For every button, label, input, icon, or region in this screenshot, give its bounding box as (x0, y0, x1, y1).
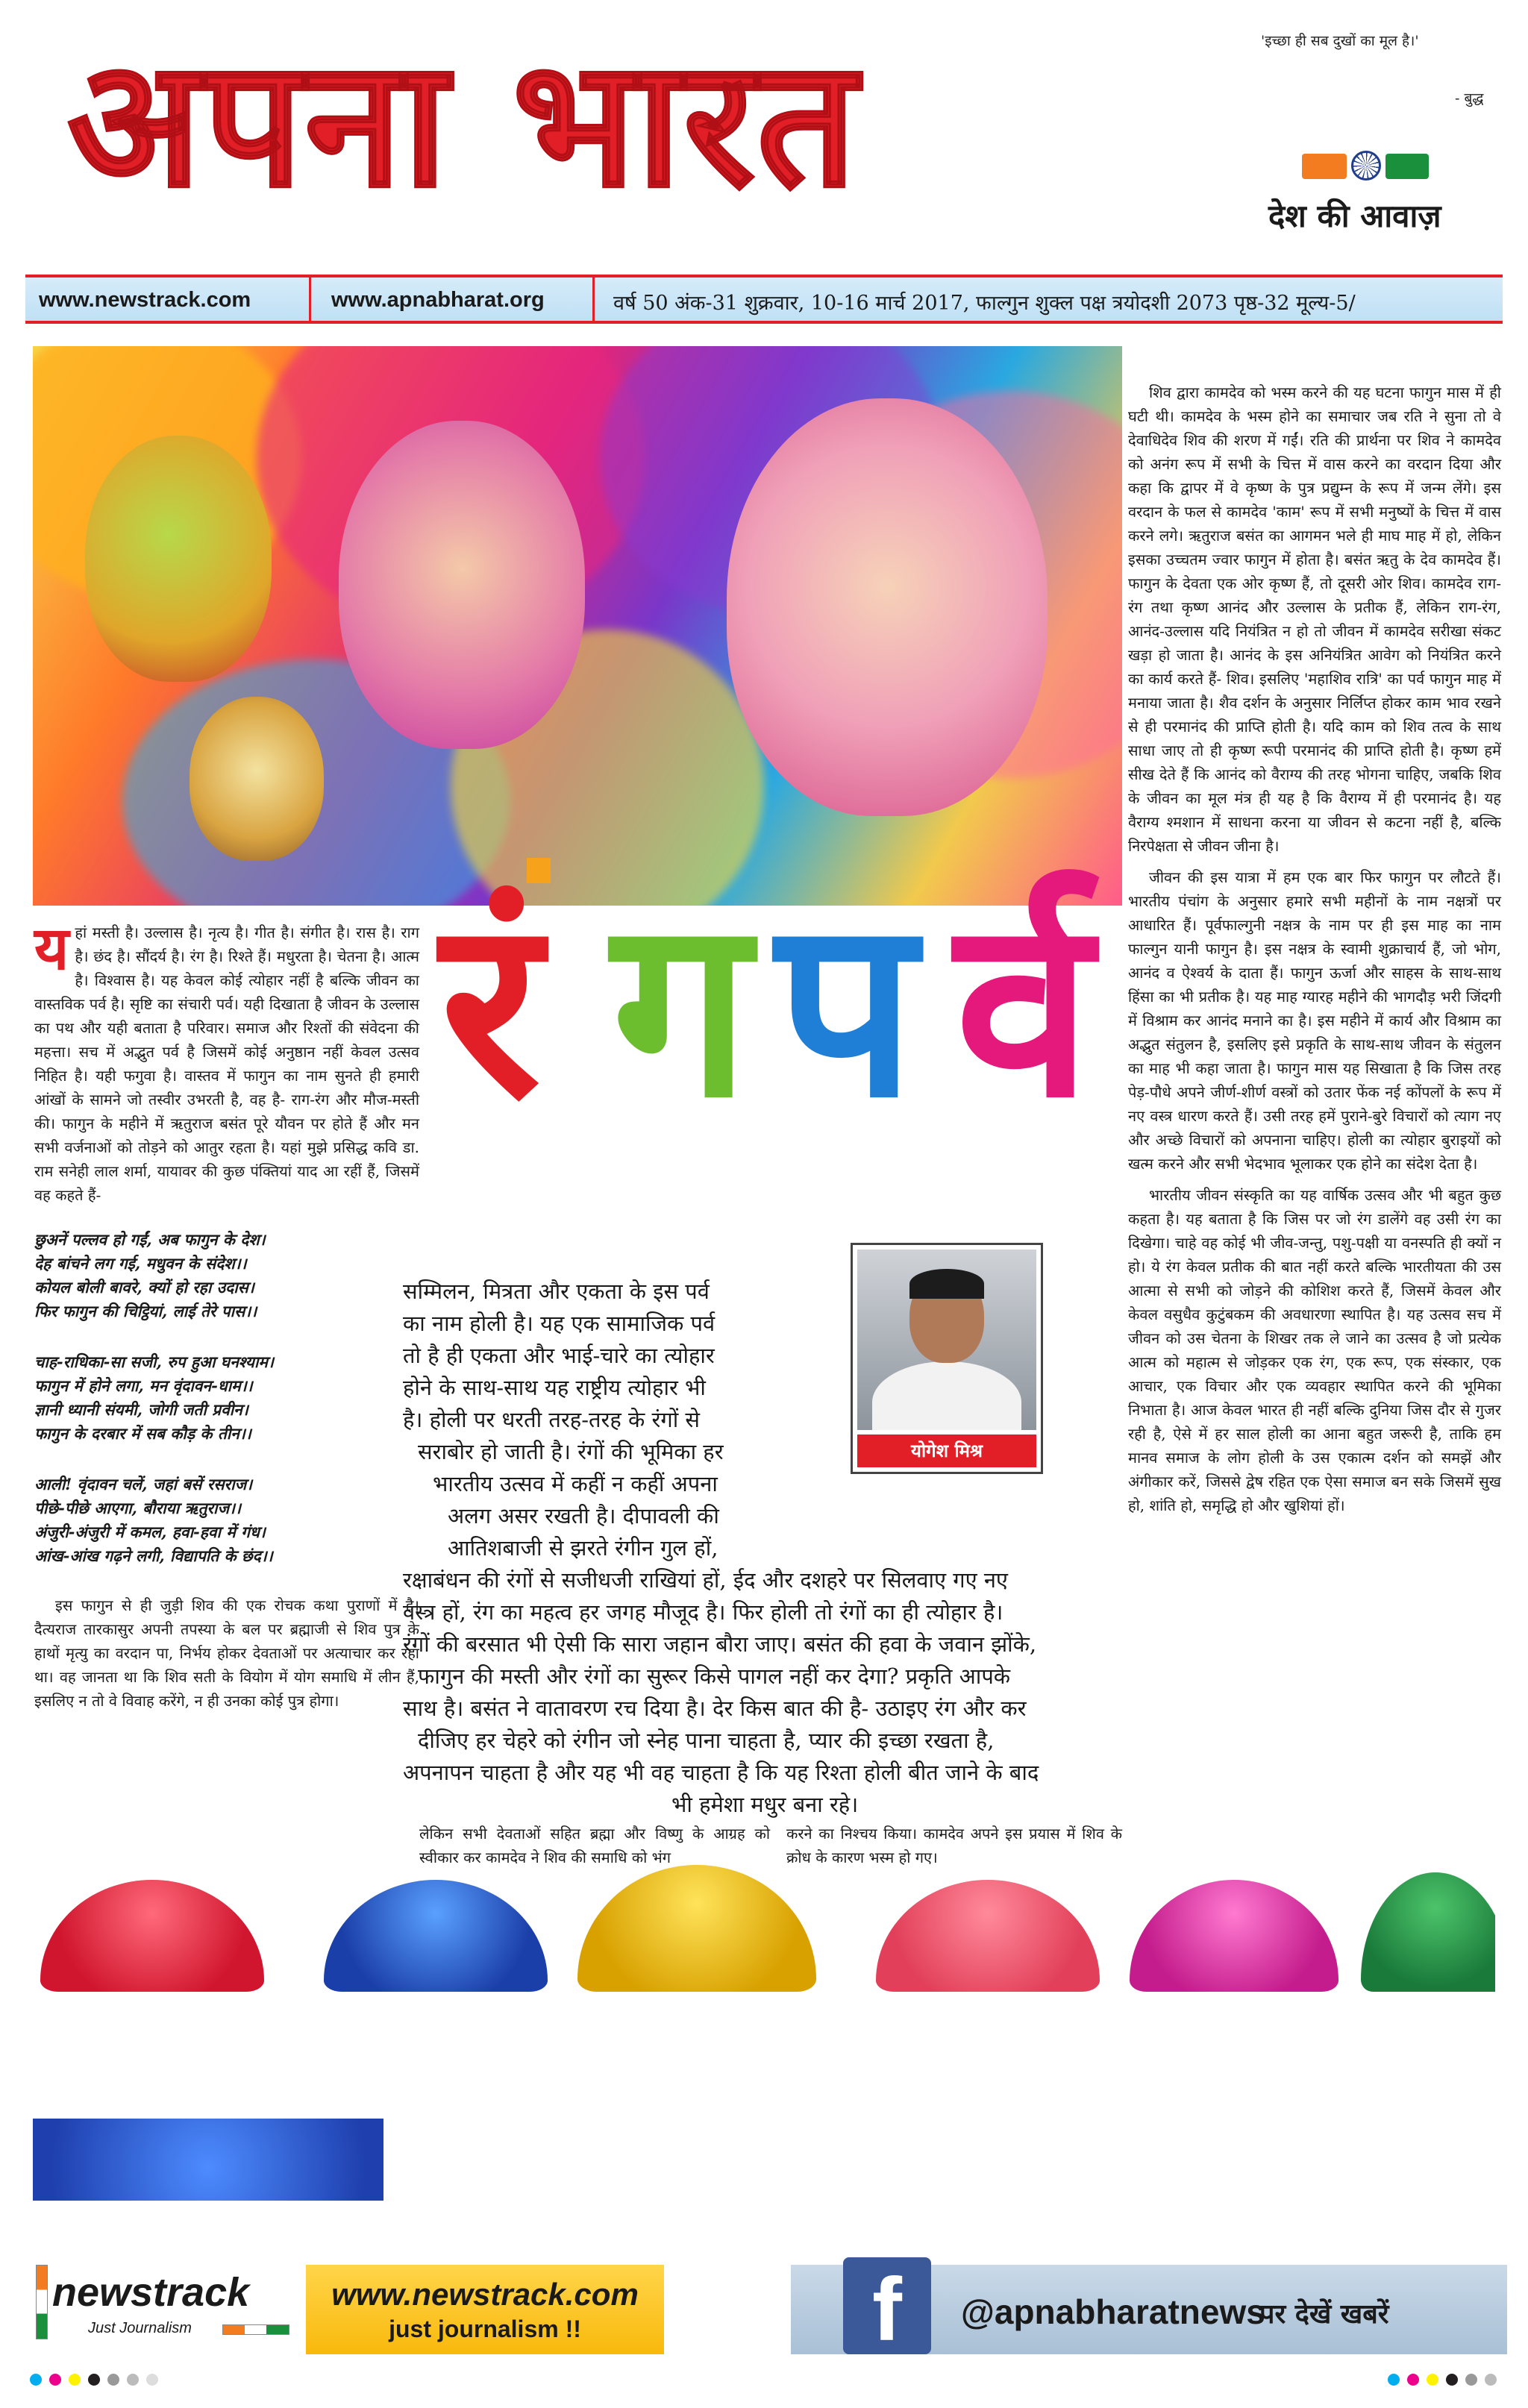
headline-letter: ग (612, 862, 751, 1152)
headline-letter: प (776, 862, 916, 1152)
registration-dots-icon (30, 2374, 166, 2389)
apnabharat-site-link[interactable]: www.apnabharat.org (331, 288, 545, 312)
newstrack-logo-text: newstrack (52, 2270, 250, 2315)
right-paragraph: जीवन की इस यात्रा में हम एक बार फिर फागुन पर लौटते हैं। भारतीय पंचांग के अनुसार हमारे सभी महीनों के नाम नक्षत्रों पर आधारित हैं। पूर्वफाल्गुनी नक्षत्र के नाम पर ही इस माह का नाम फाल्गुन यानी फागुन है। इस नक्षत्र के स्वामी शुक्राचार्य हैं, जो भोग, आनंद व ऐश्वर्य के दाता हैं। फागुन ऊर्जा और साहस के साथ-साथ हिंसा का भी प्रतीक है। यह माह ग्यारह महीने की भागदौड़ भरी जिंदगी में विश्राम कर आनंद मनाने का है। इस महीने में कार्य और विश्राम का अद्भुत संतुलन है, इसलिए इसे प्रकृति के साथ-साथ जीवन के संतुलन का माह भी कहा जाता है। फागुन मास यह सिखाता है कि जिस तरह पेड़-पौधे अपने जीर्ण-शीर्ण वस्त्रों को उतार फेंक नई कोंपलों के रूप में नए वस्त्र धारण करते हैं। उसी तरह हमें पुराने-बुरे विचारों को त्याग नए और अच्छे विचारों को अपनाना चाहिए। होली का त्योहार बुराइयों को खत्म करने और सभी भेदभाव भूलाकर एक होने का संदेश देता है। (1128, 868, 1501, 1173)
blue-powder-pile (33, 2119, 383, 2201)
poem-line: देह बांचने लग गई, मधुवन के संदेश।। (34, 1254, 247, 1273)
newstrack-logo-subtext: Just Journalism (88, 2320, 192, 2336)
poem-line: फागुन में होने लगा, मन वृंदावन-धाम।। (34, 1376, 253, 1395)
poem-stanzas (34, 1228, 419, 1568)
facebook-icon: f (843, 2257, 931, 2354)
center-line: का नाम होली है। यह एक सामाजिक पर्व (403, 1311, 716, 1336)
center-line: है। होली पर धरती तरह-तरह के रंगों से (403, 1407, 701, 1432)
masthead-title: अपना भारत (67, 19, 859, 226)
poem-line: फागुन के दरबार में सब कौड़ के तीन।। (34, 1424, 251, 1443)
edition-details: वर्ष 50 अंक-31 शुक्रवार, 10-16 मार्च 2017, फाल्गुन शुक्ल पक्ष त्रयोदशी 2073 पृष्ठ-32 मूल्य-5/ (613, 292, 1356, 315)
masthead-tagline: देश की आवाज़ (1268, 198, 1441, 234)
center-line: आतिशबाजी से झरते रंगीन गुल हों, (448, 1535, 718, 1561)
right-paragraph: भारतीय जीवन संस्कृति का यह वार्षिक उत्सव और भी बहुत कुछ कहता है। यह बताता है कि जिस पर जो रंग डालेंगे वह उसी रंग का दिखेगा। चाहे वह कोई भी जीव-जन्तु, पशु-पक्षी या वनस्पति ही क्यों न हो। ये रंग केवल प्रतीक की बात नहीं करते बल्कि भारतीयता की उस आत्मा से सभी को जोड़ने की कोशिश करते हैं, जिसमें केवल और केवल वसुधैव कुटुंबकम की अवधारणा स्थापित है। यह उत्सव सच में जीवन को उस चेतना के शिखर तक ले जाने का उत्सव है जो प्रत्येक आत्म को महात्म से जोड़कर एक रंग, एक रूप, एक संस्कार, एक आचार, एक विचार और एक व्यवहार स्थापित करने की भूमिका निभाता है। आज केवल भारत ही नहीं बल्कि दुनिया जिस दौर से गुजर रही है, ऐसे में हर साल होली का आना बहुत जरूरी है, ताकि हम मानव समाज के लोग होली के उस एकात्म दर्शन को समझें और अंगीकार करें, जिससे द्वेष रहित एक ऐसा समाज बन सके जिसमें सुख हो, शांति हो, समृद्धि हो और खुशियां हों। (1128, 1186, 1501, 1514)
center-line: अलग असर रखती है। दीपावली की (448, 1503, 719, 1528)
center-line: सराबोर हो जाती है। रंगों की भूमिका हर (418, 1439, 724, 1464)
footer-ads (22, 2242, 1507, 2392)
left-paragraph-1: हां मस्ती है। उल्लास है। नृत्य है। गीत है। संगीत है। रास है। राग है। छंद है। सौंदर्य है। रंग है। रिश्ते हैं। मधुरता है। चेतना है। आत्म है। विश्वास है। यह केवल कोई त्योहार नहीं है बल्कि जीवन का वास्तविक पर्व है। सृष्टि का संचारी पर्व। यही दिखाता है जीवन के उल्लास का पथ और यही बताता है परिवार। समाज और रिश्तों की संवेदना की महत्ता। सच में अद्भुत पर्व है जिसमें कोई अनुष्ठान नहीं केवल उत्सव निहित है। यही फगुवा है। वास्तव में फागुन का नाम सुनते ही हमारी आंखों के सामने जो तस्वीर उभरती है, वह है- राग-रंग और मौज-मस्ती की। फागुन के महीने में ऋतुराज बसंत पूरे यौवन पर होते हैं और मन सभी वर्जनाओं को तोड़ने को आतुर रहता है। यहां मुझे प्रसिद्ध कवि डा. राम सनेही लाल शर्मा, यायावर की कुछ पंक्तियां याद आ रहीं हैं, जिसमें वह कहते हैं- (34, 924, 419, 1204)
divider (309, 278, 311, 321)
left-column-article (34, 913, 419, 1713)
registration-dots-icon (1388, 2374, 1504, 2389)
newstrack-site-link[interactable]: www.newstrack.com (39, 288, 251, 312)
blue-powder-bowl (316, 1880, 563, 2029)
red-powder-bowl (33, 1880, 279, 2029)
masthead-quote: 'इच्छा ही सब दुखों का मूल है।' (1261, 33, 1419, 49)
facebook-banner[interactable] (791, 2260, 1507, 2360)
glass-bowl (33, 2051, 212, 2119)
facebook-handle[interactable]: @apnabharatnews (961, 2292, 1265, 2331)
author-card (851, 1243, 1043, 1474)
poem-line: अंजुरी-अंजुरी में कमल, हवा-हवा में गंध। (34, 1523, 266, 1541)
headline-rangparv (440, 862, 1156, 1179)
newstrack-tagline: just journalism !! (389, 2315, 581, 2342)
author-name: योगेश मिश्र (857, 1435, 1036, 1467)
edition-info-bar (25, 275, 1503, 324)
center-line: होने के साथ-साथ यह राष्ट्रीय त्योहार भी (403, 1375, 706, 1400)
headline-letter: रं (440, 862, 541, 1152)
center-line: रक्षाबंधन की रंगों से सजीधजी राखियां हों, ईद और दशहरे पर सिलवाए गए नए (403, 1567, 1008, 1593)
color-powder-bowls-photo (33, 1850, 1495, 2201)
green-powder-bowl (1361, 1872, 1495, 2022)
magenta-powder-bowl (1122, 1880, 1346, 2029)
masthead-quote-author: - बुद्ध (1455, 90, 1484, 107)
center-line: भारतीय उत्सव में कहीं न कहीं अपना (433, 1471, 718, 1496)
tricolor-bar-icon (222, 2324, 289, 2335)
facebook-cta: पर देखें खबरें (1259, 2298, 1389, 2330)
center-line: दीजिए हर चेहरे को रंगीन जो स्नेह पाना चाहता है, प्यार की इच्छा रखता है, (418, 1728, 995, 1753)
poem-line: फिर फागुन की चिट्ठियां, लाई तेरे पास।। (34, 1302, 257, 1320)
right-column-article (1128, 380, 1501, 1525)
poem-line: ज्ञानी ध्यानी संयमी, जोगी जती प्रवीन। (34, 1400, 248, 1419)
center-line: सम्मिलन, मित्रता और एकता के इस पर्व (403, 1279, 710, 1304)
headline-letter: र्व (955, 862, 1092, 1152)
flag-icon (36, 2265, 48, 2339)
poem-line: कोयल बोली बावरे, क्यों हो रहा उदास। (34, 1278, 254, 1297)
center-line: रंगों की बरसात भी ऐसी कि सारा जहान बौरा जाए। बसंत की हवा के जवान झोंके, (403, 1631, 1037, 1657)
drop-cap: य (34, 913, 69, 983)
poem-line: छुअनें पल्लव हो गईं, अब फागुन के देश। (34, 1230, 266, 1249)
poem-line: आली! वृंदावन चलें, जहां बसें रसराज। (34, 1475, 253, 1493)
pink-powder-bowl (868, 1880, 1115, 2029)
right-paragraph: शिव द्वारा कामदेव को भस्म करने की यह घटना फागुन मास में ही घटी थी। कामदेव के भस्म होने का समाचार जब रति ने सुना तो वे देवाधिदेव शिव की शरण में गईं। रति की प्रार्थना पर शिव ने कामदेव को अनंग रूप में सभी के चित्त में वास करने का वरदान दिया और कहा कि द्वापर में वे कृष्ण के पुत्र प्रद्युम्न के रूप में जन्म लेंगे। इस वरदान के फल से कामदेव 'काम' रूप में सभी मनुष्यों के चित्त में वास करने लगे। ऋतुराज बसंत का आगमन भले ही माघ माह में हो, लेकिन इसका उच्चतम ज्वार फागुन में होता है। बसंत ऋतु के देव कामदेव हैं। फागुन के देवता एक ओर कृष्ण हैं, तो दूसरी ओर शिव। कामदेव राग-रंग तथा कृष्ण आनंद और उल्लास के प्रतीक हैं, लेकिन राग-रंग, आनंद-उल्लास यदि नियंत्रित न हो तो जीवन में कामदेव सरीखा संकट खड़ा हो जाता है। आनंद के इस अनियंत्रित आवेग को नियंत्रित करने का कार्य करते हैं- शिव। इसलिए 'महाशिव रात्रि' का पर्व फागुन माह में मनाया जाता है। शैव दर्शन के अनुसार निर्लिप्त होकर काम भाव रखने से ही परमानंद की प्राप्ति होती है। यदि काम को शिव तत्व के साथ साधा जाए तो ही कृष्ण रूपी परमानंद की प्राप्ति होती है। कृष्ण हमें सीख देते हैं कि आनंद को वैराग्य की तरह भोगना चाहिए, जबकि शिव के जीवन का मूल मंत्र ही यह है कि वैराग्य में ही परमानंद है। यह वैराग्य श्मशान में साधना करना या जीवन से कटना नहीं है, बल्कि निरपेक्षता से जीवन जीना है। (1128, 383, 1501, 855)
divider (592, 278, 595, 321)
yellow-powder-bowl (570, 1865, 824, 2029)
poem-line: आंख-आंख गढ़ने लगी, विद्यापति के छंद।। (34, 1546, 273, 1565)
tricolor-emblem-icon (1302, 148, 1429, 185)
mid-column-b: करने का निश्चय किया। कामदेव अपने इस प्रयास में शिव के क्रोध के कारण भस्म हो गए। (786, 1825, 1122, 1866)
holi-faces-photo (33, 346, 1122, 906)
mid-column-a: लेकिन सभी देवताओं सहित ब्रह्मा और विष्णु के आग्रह को स्वीकार कर कामदेव ने शिव की समाधि को भंग (419, 1825, 770, 1866)
center-line: साथ है। बसंत ने वातावरण रच दिया है। देर किस बात की है- उठाइए रंग और कर (403, 1696, 1027, 1721)
center-line: फागुन की मस्ती और रंगों का सुरूर किसे पागल नहीं कर देगा? प्रकृति आपके (418, 1664, 1011, 1689)
center-line: तो है ही एकता और भाई-चारे का त्योहार (403, 1343, 715, 1368)
author-photo (857, 1250, 1036, 1430)
newstrack-logo[interactable] (36, 2265, 289, 2347)
poem-line: पीछे-पीछे आएगा, बौराया ऋतुराज।। (34, 1499, 241, 1517)
center-line: अपनापन चाहता है और यह भी वह चाहता है कि यह रिश्ता होली बीत जाने के बाद (403, 1760, 1039, 1785)
center-line: भी हमेशा मधुर बना रहे। (671, 1792, 859, 1817)
left-paragraph-2: इस फागुन से ही जुड़ी शिव की एक रोचक कथा पुराणों में है। दैत्यराज तारकासुर अपनी तपस्या के बल पर ब्रह्माजी से शिव पुत्र के हाथों मृत्यु का वरदान पा, निर्भय होकर देवताओं पर अत्याचार कर रहा था। वह जानता था कि शिव सती के वियोग में योग समाधि में लीन हैं, इसलिए न तो वे विवाह करेंगे, न ही उनका कोई पुत्र होगा। (34, 1596, 419, 1710)
center-line: वस्त्र हों, रंग का महत्व हर जगह मौजूद है। फिर होली तो रंगों का ही त्योहार है। (403, 1599, 1003, 1625)
newstrack-url[interactable]: www.newstrack.com (331, 2277, 639, 2312)
masthead (0, 0, 1528, 269)
newstrack-banner[interactable] (306, 2265, 664, 2354)
poem-line: चाह-राधिका-सा सजी, रुप हुआ घनश्याम। (34, 1352, 274, 1371)
